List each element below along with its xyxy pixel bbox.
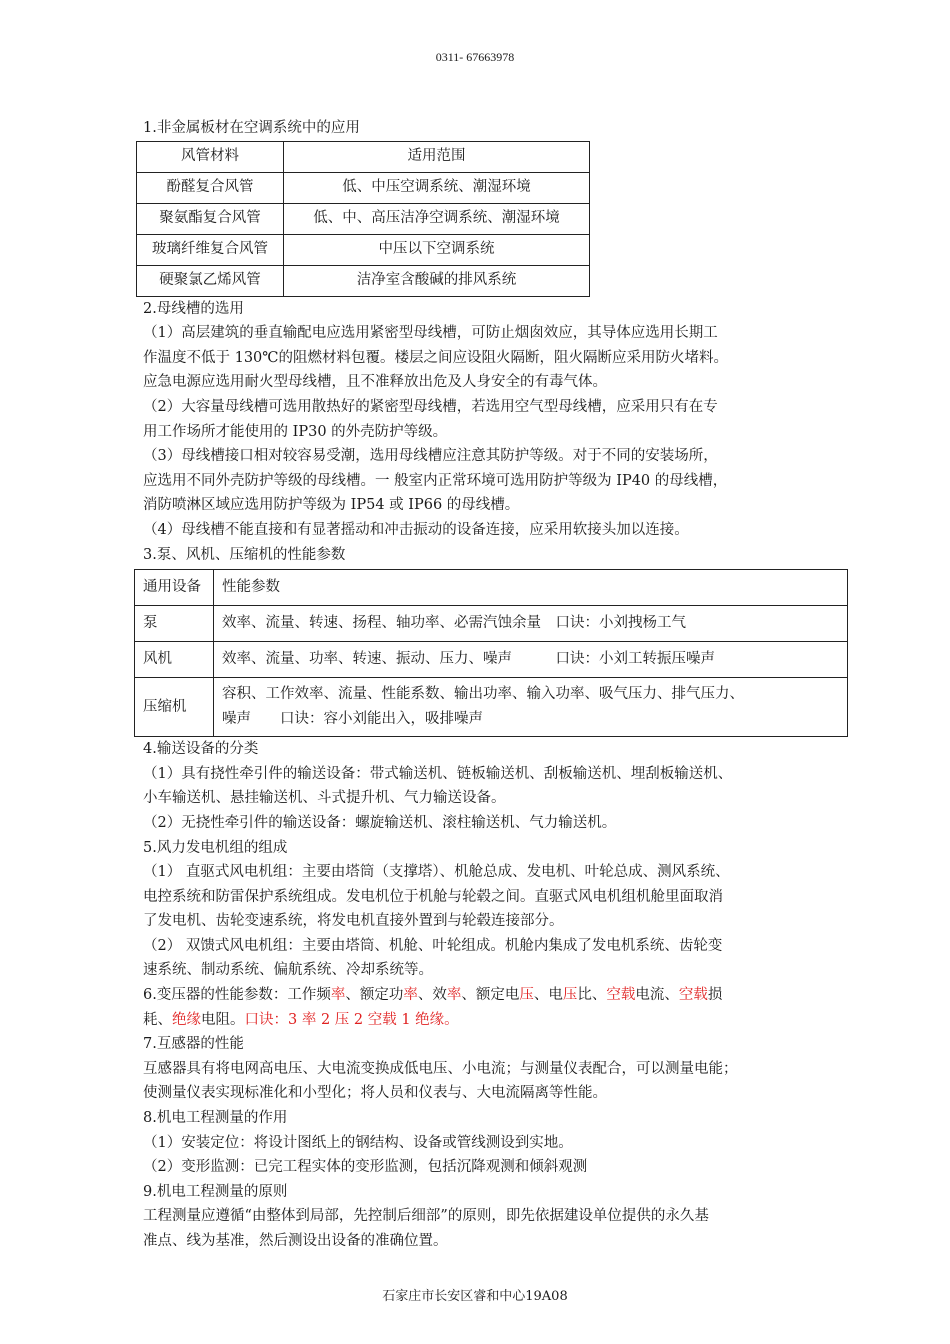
text-line: 电控系统和防雷保护系统组成。发电机位于机舱与轮毂之间。直驱式风电机组机舱里面取消 — [143, 888, 723, 905]
text-line: 使测量仪表实现标准化和小型化；将人员和仪表与、大电流隔离等性能。 — [143, 1085, 607, 1102]
table-row — [135, 642, 848, 678]
paragraph — [143, 395, 848, 444]
table-cell: 聚氨酯复合风管 — [137, 203, 284, 234]
paragraph — [143, 518, 848, 543]
highlight-text: 绝缘 — [172, 1011, 201, 1028]
equipment-parameter-table — [134, 569, 848, 737]
text-run: 耗、 — [143, 1011, 172, 1028]
table-cell: 酚醛复合风管 — [137, 172, 284, 203]
header-cell: 性能参数 — [214, 570, 848, 606]
text-line: （2）无挠性牵引件的输送设备：螺旋输送机、滚柱输送机、气力输送机。 — [143, 814, 617, 831]
text-line: 小车输送机、悬挂输送机、斗式提升机、气力输送设备。 — [143, 790, 506, 807]
text-run: 、额定功 — [345, 987, 404, 1004]
paragraph — [143, 1155, 848, 1180]
table-row — [135, 678, 848, 737]
header-cell: 通用设备 — [135, 570, 214, 606]
text-line: 应急电源应选用耐火型母线槽，且不准释放出危及人身安全的有毒气体。 — [143, 374, 607, 391]
section-3-title: 3.泵、风机、压缩机的性能参数 — [143, 546, 346, 563]
text-run: 损 — [707, 987, 723, 1004]
text-line: （2）大容量母线槽可选用散热好的紧密型母线槽，若选用空气型母线槽，应采用只有在专 — [143, 398, 718, 415]
table-cell: 中压以下空调系统 — [284, 234, 590, 265]
text-line: 应选用不同外壳防护等级的母线槽。一 般室内正常环境可选用防护等级为 IP40 的母线槽， — [143, 472, 728, 489]
paragraph — [143, 1057, 848, 1106]
text-run: 比、 — [577, 987, 607, 1004]
paragraph — [143, 762, 848, 811]
text-line: 准点、线为基准，然后测设出设备的准确位置。 — [143, 1233, 448, 1249]
text-line: （2） 双馈式风电机组：主要由塔筒、机舱、叶轮组成。机舱内集成了发电机系统、齿轮变 — [143, 937, 723, 954]
paragraph — [143, 1204, 848, 1253]
section-7-title: 7.互感器的性能 — [143, 1036, 244, 1053]
duct-material-table — [136, 141, 590, 297]
text-line: （3）母线槽接口相对较容易受潮，选用母线槽应注意其防护等级。对于不同的安装场所， — [143, 448, 718, 465]
text-line: 互感器具有将电网高电压、大电流变换成低电压、小电流；与测量仪表配合，可以测量电能； — [143, 1060, 738, 1077]
text-line: （2）变形监测：已完工程实体的变形监测，包括沉降观测和倾斜观测 — [143, 1159, 588, 1176]
table-cell: 压缩机 — [135, 678, 214, 737]
table-cell: 洁净室含酸碱的排风系统 — [284, 265, 590, 296]
table-cell: 硬聚氯乙烯风管 — [137, 265, 284, 296]
paragraph — [143, 811, 848, 836]
mnemonic-text: 口诀：3 率 2 压 2 空载 1 绝缘。 — [244, 1011, 459, 1028]
header-cell: 风管材料 — [137, 141, 284, 172]
table-cell: 效率、流量、功率、转速、振动、压力、噪声 口诀：小刘工转振压噪声 — [214, 642, 848, 678]
table-row — [137, 265, 590, 296]
table-cell: 效率、流量、转速、扬程、轴功率、必需汽蚀余量 口诀：小刘拽杨工气 — [214, 606, 848, 642]
table-row — [137, 172, 590, 203]
paragraph — [143, 860, 848, 934]
table-cell: 玻璃纤维复合风管 — [137, 234, 284, 265]
page-footer-address: 石家庄市长安区睿和中心19A08 — [382, 1289, 568, 1304]
section-5-title: 5.风力发电机组的组成 — [143, 839, 288, 856]
text-run: 、额定电 — [461, 987, 520, 1004]
highlight-text: 率 — [330, 987, 346, 1004]
section-1-title: 1.非金属板材在空调系统中的应用 — [143, 120, 360, 136]
text-run: 、电 — [533, 987, 563, 1004]
text-run: 电阻。 — [201, 1011, 245, 1028]
paragraph — [143, 1131, 848, 1156]
table-cell — [214, 678, 848, 737]
header-cell: 适用范围 — [284, 141, 590, 172]
text-line: 噪声 口诀：容小刘能出入，吸排噪声 — [222, 711, 483, 728]
highlight-text: 压 — [562, 987, 578, 1004]
table-cell: 风机 — [135, 642, 214, 678]
section-6-transformer — [143, 983, 848, 1032]
table-header-row — [137, 141, 590, 172]
text-line: 用工作场所才能使用的 IP30 的外壳防护等级。 — [143, 423, 448, 440]
table-cell: 泵 — [135, 606, 214, 642]
paragraph — [143, 321, 848, 395]
section-8-title: 8.机电工程测量的作用 — [143, 1110, 288, 1127]
text-line: 消防喷淋区域应选用防护等级为 IP54 或 IP66 的母线槽。 — [143, 497, 520, 514]
section-4-title: 4.输送设备的分类 — [143, 741, 259, 758]
text-line: 作温度不低于 130℃的阻燃材料包覆。楼层之间应设阻火隔断，阻火隔断应采用防火堵料。 — [143, 349, 729, 366]
paragraph — [143, 444, 848, 518]
text-line: （1）具有挠性牵引件的输送设备：带式输送机、链板输送机、刮板输送机、埋刮板输送机、 — [143, 765, 733, 782]
text-line: 了发电机、齿轮变速系统，将发电机直接外置到与轮毂连接部分。 — [143, 913, 564, 930]
text-run: 电流、 — [635, 987, 679, 1004]
highlight-text: 率 — [446, 987, 462, 1004]
text-line: （1）安装定位：将设计图纸上的钢结构、设备或管线测设到实地。 — [143, 1134, 573, 1151]
text-line: 速系统、制动系统、偏航系统、冷却系统等。 — [143, 962, 433, 979]
text-line: （1）高层建筑的垂直输配电应选用紧密型母线槽，可防止烟囱效应，其导体应选用长期工 — [143, 325, 718, 342]
text-run: 、效 — [417, 987, 447, 1004]
text-line: （4）母线槽不能直接和有显著摇动和冲击振动的设备连接，应采用软接头加以连接。 — [143, 521, 689, 538]
document-body — [143, 116, 848, 1254]
paragraph — [143, 934, 848, 983]
table-header-row — [135, 570, 848, 606]
section-9-title: 9.机电工程测量的原则 — [143, 1183, 288, 1200]
text-line: 工程测量应遵循“由整体到局部，先控制后细部”的原则，即先依据建设单位提供的永久基 — [143, 1208, 709, 1225]
page-header-phone: 0311- 67663978 — [435, 50, 515, 64]
highlight-text: 空载 — [606, 987, 636, 1004]
highlight-text: 率 — [403, 987, 418, 1004]
table-row — [137, 234, 590, 265]
table-row — [135, 606, 848, 642]
highlight-text: 压 — [519, 987, 534, 1004]
highlight-text: 空载 — [678, 987, 708, 1004]
table-row — [137, 203, 590, 234]
table-cell: 低、中、高压洁净空调系统、潮湿环境 — [284, 203, 590, 234]
text-line: 容积、工作效率、流量、性能系数、输出功率、输入功率、吸气压力、排气压力、 — [222, 686, 744, 703]
section-2-title: 2.母线槽的选用 — [143, 300, 244, 317]
table-cell: 低、中压空调系统、潮湿环境 — [284, 172, 590, 203]
text-run: 6.变压器的性能参数：工作频 — [143, 987, 331, 1004]
text-line: （1） 直驱式风电机组：主要由塔筒（支撑塔）、机舱总成、发电机、叶轮总成、测风系统、 — [143, 864, 730, 881]
